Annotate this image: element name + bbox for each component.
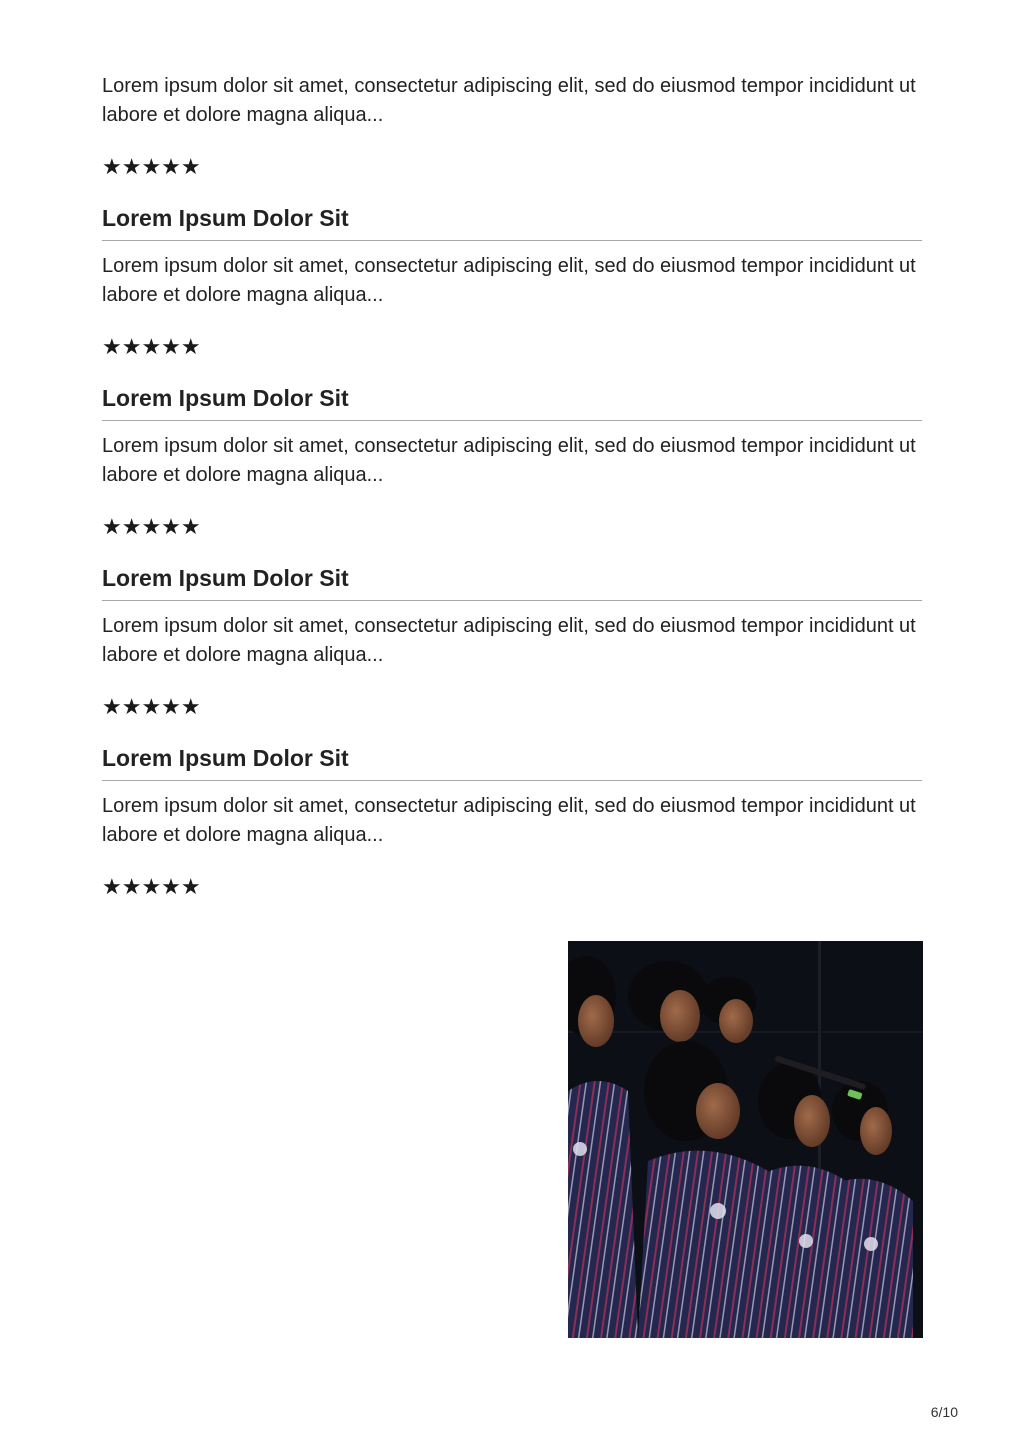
page-number: 6/10 xyxy=(930,1404,958,1420)
group-photo xyxy=(568,941,923,1338)
review-title: Lorem Ipsum Dolor Sit xyxy=(102,204,922,241)
review-text: Lorem ipsum dolor sit amet, consectetur adipiscing elit, sed do eiusmod tempor incididunt ut labore et dolore magna aliqua... xyxy=(102,255,916,306)
review-text: Lorem ipsum dolor sit amet, consectetur adipiscing elit, sed do eiusmod tempor incididunt ut labore et dolore magna aliqua... xyxy=(102,435,916,486)
review-item xyxy=(102,564,922,725)
star-rating: ★★★★★ xyxy=(102,695,201,720)
review-item xyxy=(102,744,922,905)
review-text: Lorem ipsum dolor sit amet, consectetur adipiscing elit, sed do eiusmod tempor incididunt ut labore et dolore magna aliqua... xyxy=(102,615,916,666)
star-rating: ★★★★★ xyxy=(102,155,201,180)
review-item xyxy=(102,204,922,365)
intro-text: Lorem ipsum dolor sit amet, consectetur adipiscing elit, sed do eiusmod tempor incididunt ut labore et dolore magna aliqua... xyxy=(102,75,916,126)
review-text: Lorem ipsum dolor sit amet, consectetur adipiscing elit, sed do eiusmod tempor incididunt ut labore et dolore magna aliqua... xyxy=(102,795,916,846)
review-title: Lorem Ipsum Dolor Sit xyxy=(102,564,922,601)
review-title: Lorem Ipsum Dolor Sit xyxy=(102,384,922,421)
star-rating: ★★★★★ xyxy=(102,515,201,540)
review-list xyxy=(102,72,922,905)
review-item xyxy=(102,384,922,545)
review-title: Lorem Ipsum Dolor Sit xyxy=(102,744,922,781)
star-rating: ★★★★★ xyxy=(102,875,201,900)
star-rating: ★★★★★ xyxy=(102,335,201,360)
